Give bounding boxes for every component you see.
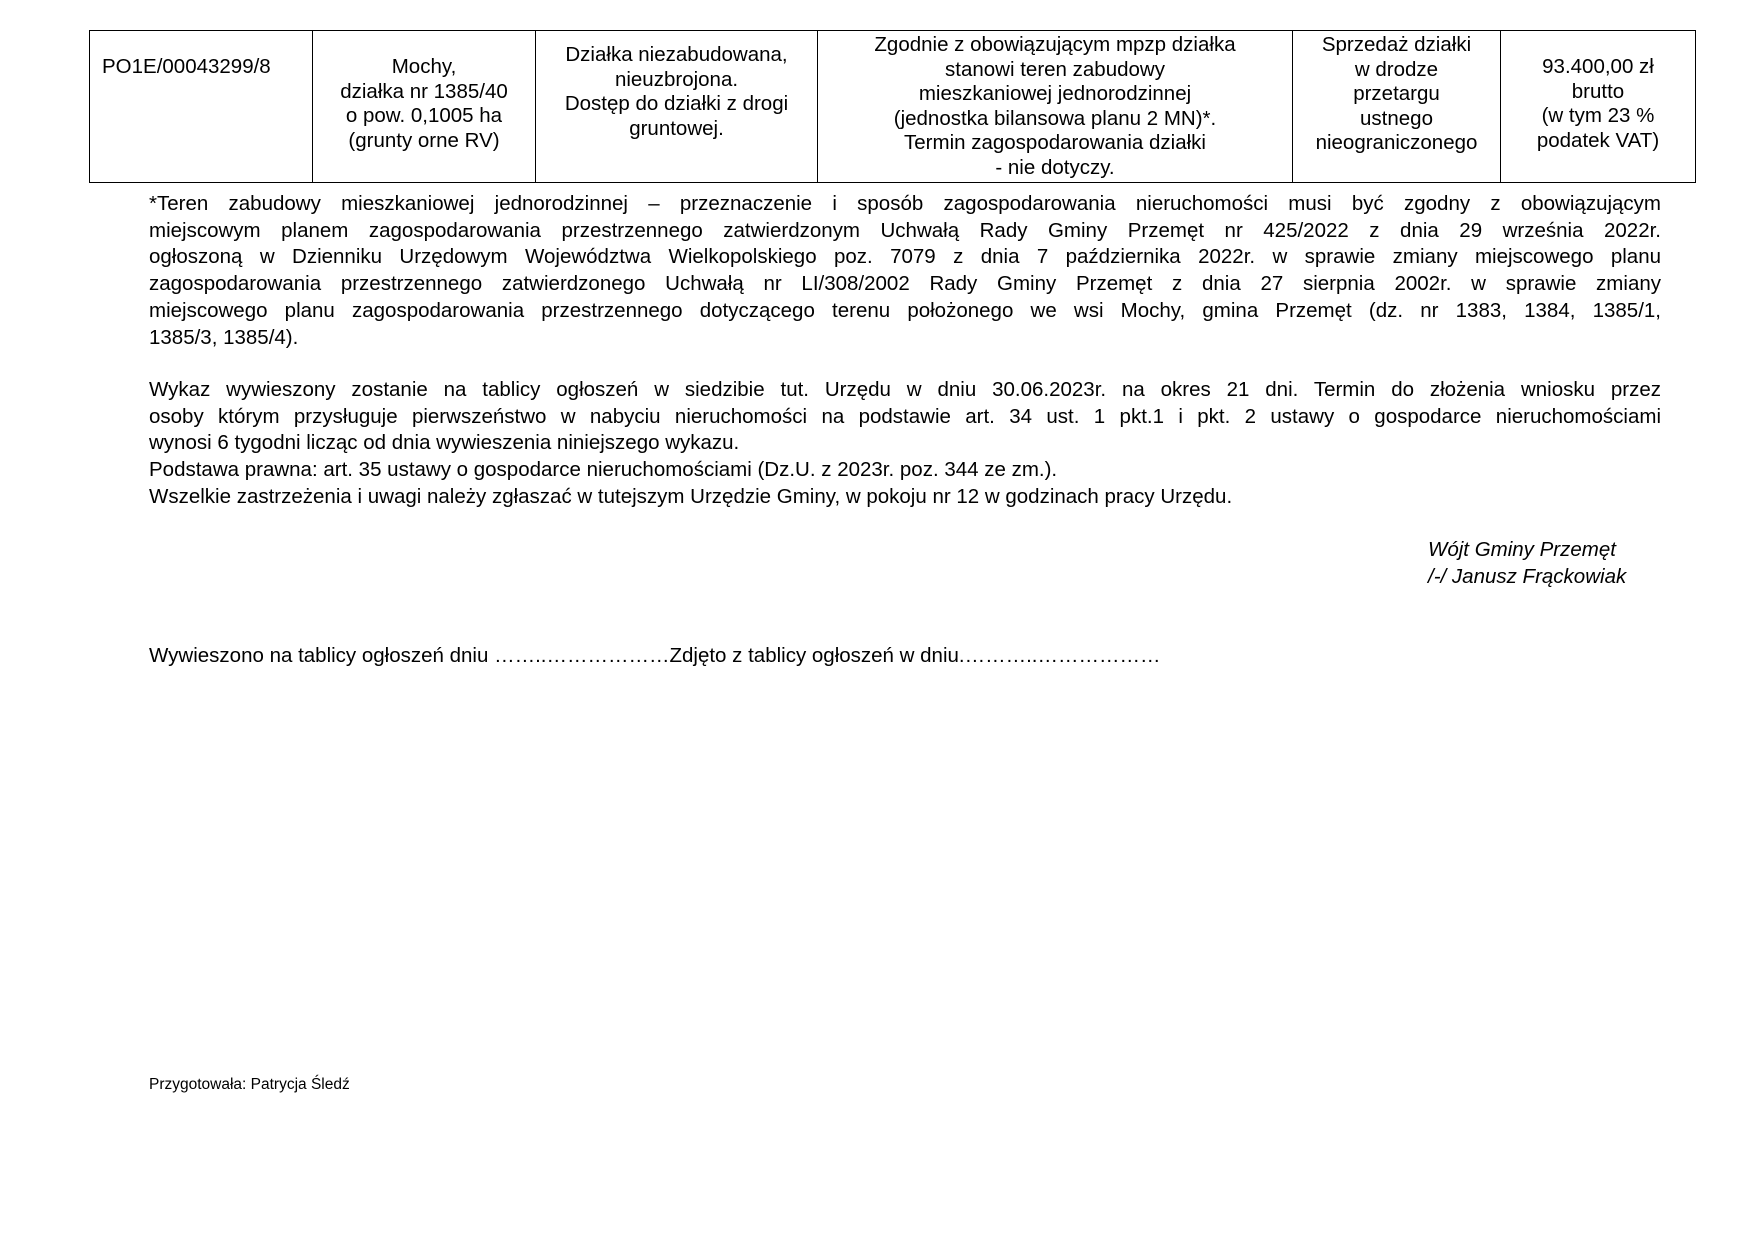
legal-basis-line: Podstawa prawna: art. 35 ustawy o gospodarce nieruchomościami (Dz.U. z 2023r. poz. 344 ze zm.). [149, 458, 1058, 482]
cell-line: w drodze [1354, 57, 1439, 81]
posting-dates-line: Wywieszono na tablicy ogłoszeń dniu ……..………………Zdjęto z tablicy ogłoszeń w dniu.………..……………… [149, 644, 1161, 667]
remarks-line: Wszelkie zastrzeżenia i uwagi należy zgłaszać w tutejszym Urzędzie Gminy, w pokoju nr 12 w godzinach pracy Urzędu. [149, 484, 1233, 508]
cell-line: Działka niezabudowana, [565, 43, 788, 66]
footnote-line: ogłoszoną w Dzienniku Urzędowym Województwa Wielkopolskiego poz. 7079 z dnia 7 października 2022r. w sprawie zmiany miejscowego planu [149, 245, 1661, 269]
zoning-footnote [149, 191, 1661, 351]
cell-description [536, 31, 818, 183]
cell-location-plot [313, 31, 536, 183]
cell-line: przetargu [1353, 82, 1440, 105]
property-listing-table [89, 30, 1696, 183]
cell-line: (jednostka bilansowa planu 2 MN)*. [893, 106, 1217, 130]
cell-price [1501, 31, 1696, 183]
cell-line: Dostęp do działki z drogi [564, 92, 789, 115]
cell-line: mieszkaniowej jednorodzinnej [918, 82, 1192, 105]
cell-line: PO1E/00043299/8 [102, 55, 271, 78]
cell-sale-form [1293, 31, 1501, 183]
signatory-title: Wójt Gminy Przemęt [1428, 538, 1616, 561]
cell-line: brutto [1571, 79, 1625, 103]
cell-line: (w tym 23 % [1541, 104, 1655, 127]
cell-zoning-plan [818, 31, 1293, 183]
posting-notice [149, 377, 1661, 511]
cell-line: Zgodnie z obowiązującym mpzp działka [874, 33, 1236, 56]
cell-line: działka nr 1385/40 [340, 79, 508, 103]
cell-line: podatek VAT) [1536, 128, 1660, 152]
footnote-line: 1385/3, 1385/4). [149, 325, 299, 349]
notice-line: osoby którym przysługuje pierwszeństwo w nabyciu nieruchomości na podstawie art. 34 ust. 1 pkt.1 i pkt. 2 ustawy o gospodarce nieruchomościami [149, 404, 1661, 428]
notice-line: wynosi 6 tygodni licząc od dnia wywieszenia niniejszego wykazu. [149, 431, 740, 455]
cell-line: Sprzedaż działki [1321, 33, 1472, 56]
prepared-by: Przygotowała: Patrycja Śledź [149, 1076, 350, 1093]
table-row [90, 31, 1696, 183]
cell-land-register-number [90, 31, 313, 183]
cell-line: ustnego [1360, 106, 1433, 130]
cell-line: gruntowej. [629, 116, 724, 140]
footnote-line: *Teren zabudowy mieszkaniowej jednorodzinnej – przeznaczenie i sposób zagospodarowania nieruchomości musi być zgodny z obowiązującym [149, 192, 1661, 215]
cell-line: Termin zagospodarowania działki [904, 131, 1206, 154]
cell-line: (grunty orne RV) [348, 128, 500, 152]
footnote-line: miejscowego planu zagospodarowania przestrzennego dotyczącego terenu położonego we wsi Mochy, gmina Przemęt (dz. nr 1383, 1384, 1385/1, [149, 298, 1661, 322]
cell-line: nieograniczonego [1315, 131, 1478, 154]
cell-line: 93.400,00 zł [1542, 55, 1654, 78]
footnote-line: miejscowym planem zagospodarowania przestrzennego zatwierdzonym Uchwałą Rady Gminy Przemęt nr 425/2022 z dnia 29 września 2022r. [149, 218, 1661, 242]
signature-block [1428, 537, 1626, 590]
signatory-name: /-/ Janusz Frąckowiak [1428, 564, 1627, 588]
cell-line: - nie dotyczy. [995, 155, 1115, 179]
notice-line: Wykaz wywieszony zostanie na tablicy ogłoszeń w siedzibie tut. Urzędu w dniu 30.06.2023r. na okres 21 dni. Termin do złożenia wniosku przez [149, 378, 1661, 401]
footnote-line: zagospodarowania przestrzennego zatwierdzonego Uchwałą nr LI/308/2002 Rady Gminy Przemęt z dnia 27 sierpnia 2002r. w sprawie zmiany [149, 272, 1661, 296]
cell-line: o pow. 0,1005 ha [345, 104, 503, 127]
cell-line: nieuzbrojona. [614, 67, 739, 91]
cell-line: Mochy, [391, 55, 457, 78]
cell-line: stanowi teren zabudowy [945, 57, 1165, 81]
